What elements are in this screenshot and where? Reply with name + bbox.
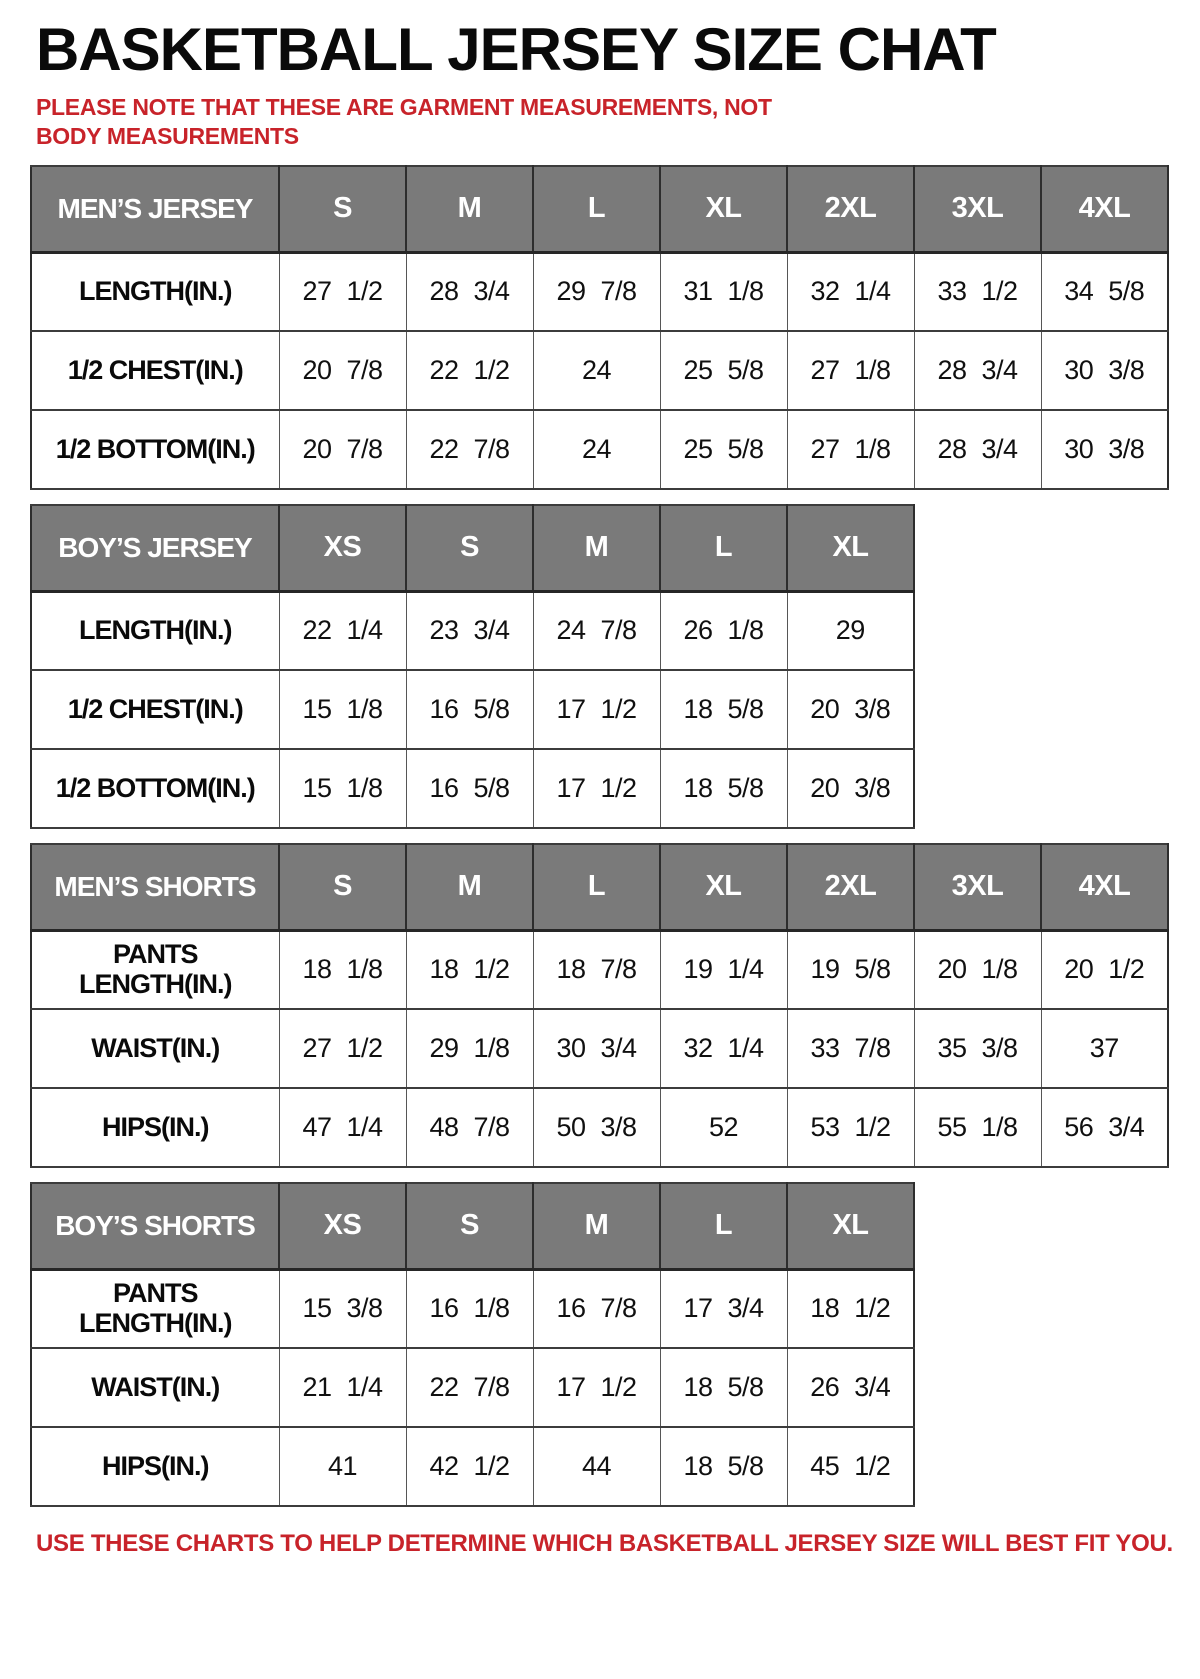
mens-jersey-size-header: 2XL	[787, 166, 914, 252]
mens-jersey-value-cell: 25 5/8	[660, 410, 787, 489]
boys-shorts-size-header: XS	[279, 1183, 406, 1269]
boys-shorts-value-cell: 18 1/2	[787, 1269, 914, 1348]
boys-shorts-row-label: PANTS LENGTH(IN.)	[31, 1269, 279, 1348]
boys-shorts-value-cell: 18 5/8	[660, 1348, 787, 1427]
mens-shorts-value-cell: 48 7/8	[406, 1088, 533, 1167]
mens-jersey-size-header: M	[406, 166, 533, 252]
boys-jersey-row	[31, 591, 914, 670]
mens-jersey-value-cell: 32 1/4	[787, 252, 914, 331]
boys-shorts-value-cell: 44	[533, 1427, 660, 1506]
boys-jersey-row	[31, 670, 914, 749]
mens-shorts-value-cell: 29 1/8	[406, 1009, 533, 1088]
boys-jersey-size-header: S	[406, 505, 533, 591]
boys-jersey-row-label: LENGTH(IN.)	[31, 591, 279, 670]
boys-jersey-value-cell: 18 5/8	[660, 670, 787, 749]
boys-shorts-table-label: BOY’S SHORTS	[31, 1183, 279, 1269]
boys-jersey-size-header: M	[533, 505, 660, 591]
boys-jersey-row-label: 1/2 BOTTOM(IN.)	[31, 749, 279, 828]
boys-shorts-size-header: S	[406, 1183, 533, 1269]
mens-shorts-value-cell: 32 1/4	[660, 1009, 787, 1088]
fit-advice-note: USE THESE CHARTS TO HELP DETERMINE WHICH BASKETBALL JERSEY SIZE WILL BEST FIT YOU.	[36, 1530, 1173, 1558]
mens-jersey-value-cell: 27 1/8	[787, 331, 914, 410]
mens-jersey-size-header: S	[279, 166, 406, 252]
mens-jersey-row	[31, 410, 1168, 489]
mens-jersey-row-label: 1/2 BOTTOM(IN.)	[31, 410, 279, 489]
mens-jersey-value-cell: 22 7/8	[406, 410, 533, 489]
mens-jersey-value-cell: 20 7/8	[279, 331, 406, 410]
mens-shorts-value-cell: 37	[1041, 1009, 1168, 1088]
boys-jersey-value-cell: 26 1/8	[660, 591, 787, 670]
boys-jersey-value-cell: 15 1/8	[279, 670, 406, 749]
mens-jersey-row	[31, 252, 1168, 331]
mens-shorts-row	[31, 1009, 1168, 1088]
mens-shorts-size-header: 4XL	[1041, 844, 1168, 930]
boys-shorts-row	[31, 1427, 914, 1506]
boys-shorts-row-label: HIPS(IN.)	[31, 1427, 279, 1506]
boys-jersey-value-cell: 17 1/2	[533, 749, 660, 828]
mens-shorts-value-cell: 19 1/4	[660, 930, 787, 1009]
mens-shorts-size-header: 3XL	[914, 844, 1041, 930]
mens-shorts-value-cell: 53 1/2	[787, 1088, 914, 1167]
mens-shorts-size-header: M	[406, 844, 533, 930]
mens-shorts-size-header: S	[279, 844, 406, 930]
mens-shorts-value-cell: 56 3/4	[1041, 1088, 1168, 1167]
mens-jersey-row-label: LENGTH(IN.)	[31, 252, 279, 331]
boys-jersey-value-cell: 15 1/8	[279, 749, 406, 828]
boys-shorts-value-cell: 45 1/2	[787, 1427, 914, 1506]
boys-shorts-size-header: M	[533, 1183, 660, 1269]
boys-shorts-value-cell: 16 1/8	[406, 1269, 533, 1348]
page-title: BASKETBALL JERSEY SIZE CHAT	[36, 16, 996, 83]
mens-shorts-value-cell: 50 3/8	[533, 1088, 660, 1167]
mens-jersey-value-cell: 22 1/2	[406, 331, 533, 410]
mens-shorts-size-header: L	[533, 844, 660, 930]
mens-jersey-size-header: L	[533, 166, 660, 252]
mens-jersey-size-header: XL	[660, 166, 787, 252]
boys-jersey-size-header: L	[660, 505, 787, 591]
mens-jersey-value-cell: 20 7/8	[279, 410, 406, 489]
mens-jersey-value-cell: 28 3/4	[914, 331, 1041, 410]
size-table-boys-shorts	[30, 1182, 915, 1507]
boys-shorts-size-header: L	[660, 1183, 787, 1269]
boys-jersey-value-cell: 29	[787, 591, 914, 670]
mens-shorts-row-label: WAIST(IN.)	[31, 1009, 279, 1088]
mens-shorts-value-cell: 18 7/8	[533, 930, 660, 1009]
mens-jersey-value-cell: 27 1/2	[279, 252, 406, 331]
size-table-mens-jersey	[30, 165, 1169, 490]
mens-shorts-table-label: MEN’S SHORTS	[31, 844, 279, 930]
mens-shorts-row	[31, 1088, 1168, 1167]
mens-shorts-value-cell: 55 1/8	[914, 1088, 1041, 1167]
boys-jersey-value-cell: 20 3/8	[787, 670, 914, 749]
size-table-boys-jersey	[30, 504, 915, 829]
boys-jersey-value-cell: 23 3/4	[406, 591, 533, 670]
mens-shorts-row-label: HIPS(IN.)	[31, 1088, 279, 1167]
mens-jersey-value-cell: 28 3/4	[914, 410, 1041, 489]
boys-shorts-value-cell: 15 3/8	[279, 1269, 406, 1348]
mens-shorts-value-cell: 19 5/8	[787, 930, 914, 1009]
mens-shorts-value-cell: 18 1/2	[406, 930, 533, 1009]
boys-jersey-value-cell: 24 7/8	[533, 591, 660, 670]
garment-measurement-note: PLEASE NOTE THAT THESE ARE GARMENT MEASUREMENTS, NOT BODY MEASUREMENTS	[36, 94, 772, 150]
boys-jersey-value-cell: 17 1/2	[533, 670, 660, 749]
mens-shorts-value-cell: 33 7/8	[787, 1009, 914, 1088]
mens-shorts-value-cell: 18 1/8	[279, 930, 406, 1009]
mens-shorts-value-cell: 30 3/4	[533, 1009, 660, 1088]
boys-jersey-row-label: 1/2 CHEST(IN.)	[31, 670, 279, 749]
boys-shorts-size-header: XL	[787, 1183, 914, 1269]
boys-jersey-value-cell: 22 1/4	[279, 591, 406, 670]
boys-shorts-value-cell: 17 1/2	[533, 1348, 660, 1427]
mens-shorts-value-cell: 27 1/2	[279, 1009, 406, 1088]
mens-shorts-value-cell: 47 1/4	[279, 1088, 406, 1167]
mens-jersey-value-cell: 33 1/2	[914, 252, 1041, 331]
mens-jersey-size-header: 3XL	[914, 166, 1041, 252]
mens-jersey-value-cell: 30 3/8	[1041, 410, 1168, 489]
mens-shorts-value-cell: 20 1/2	[1041, 930, 1168, 1009]
mens-shorts-value-cell: 52	[660, 1088, 787, 1167]
mens-jersey-value-cell: 30 3/8	[1041, 331, 1168, 410]
boys-shorts-value-cell: 41	[279, 1427, 406, 1506]
mens-shorts-value-cell: 20 1/8	[914, 930, 1041, 1009]
mens-shorts-size-header: XL	[660, 844, 787, 930]
boys-shorts-row	[31, 1348, 914, 1427]
boys-jersey-value-cell: 18 5/8	[660, 749, 787, 828]
mens-jersey-row	[31, 331, 1168, 410]
mens-shorts-row-label: PANTS LENGTH(IN.)	[31, 930, 279, 1009]
mens-jersey-table-label: MEN’S JERSEY	[31, 166, 279, 252]
size-table-mens-shorts	[30, 843, 1169, 1168]
boys-jersey-value-cell: 20 3/8	[787, 749, 914, 828]
boys-shorts-value-cell: 18 5/8	[660, 1427, 787, 1506]
mens-jersey-value-cell: 24	[533, 410, 660, 489]
boys-jersey-table-label: BOY’S JERSEY	[31, 505, 279, 591]
boys-shorts-value-cell: 22 7/8	[406, 1348, 533, 1427]
boys-jersey-row	[31, 749, 914, 828]
boys-jersey-value-cell: 16 5/8	[406, 670, 533, 749]
mens-jersey-value-cell: 25 5/8	[660, 331, 787, 410]
mens-jersey-value-cell: 31 1/8	[660, 252, 787, 331]
mens-shorts-value-cell: 35 3/8	[914, 1009, 1041, 1088]
mens-jersey-value-cell: 27 1/8	[787, 410, 914, 489]
boys-jersey-value-cell: 16 5/8	[406, 749, 533, 828]
mens-shorts-size-header: 2XL	[787, 844, 914, 930]
size-tables-container	[30, 165, 1200, 1507]
boys-shorts-value-cell: 26 3/4	[787, 1348, 914, 1427]
boys-shorts-row-label: WAIST(IN.)	[31, 1348, 279, 1427]
boys-shorts-value-cell: 21 1/4	[279, 1348, 406, 1427]
mens-shorts-row	[31, 930, 1168, 1009]
mens-jersey-value-cell: 29 7/8	[533, 252, 660, 331]
boys-shorts-value-cell: 17 3/4	[660, 1269, 787, 1348]
boys-shorts-value-cell: 16 7/8	[533, 1269, 660, 1348]
mens-jersey-value-cell: 34 5/8	[1041, 252, 1168, 331]
mens-jersey-row-label: 1/2 CHEST(IN.)	[31, 331, 279, 410]
mens-jersey-value-cell: 24	[533, 331, 660, 410]
boys-shorts-value-cell: 42 1/2	[406, 1427, 533, 1506]
boys-shorts-row	[31, 1269, 914, 1348]
boys-jersey-size-header: XS	[279, 505, 406, 591]
boys-jersey-size-header: XL	[787, 505, 914, 591]
mens-jersey-value-cell: 28 3/4	[406, 252, 533, 331]
mens-jersey-size-header: 4XL	[1041, 166, 1168, 252]
